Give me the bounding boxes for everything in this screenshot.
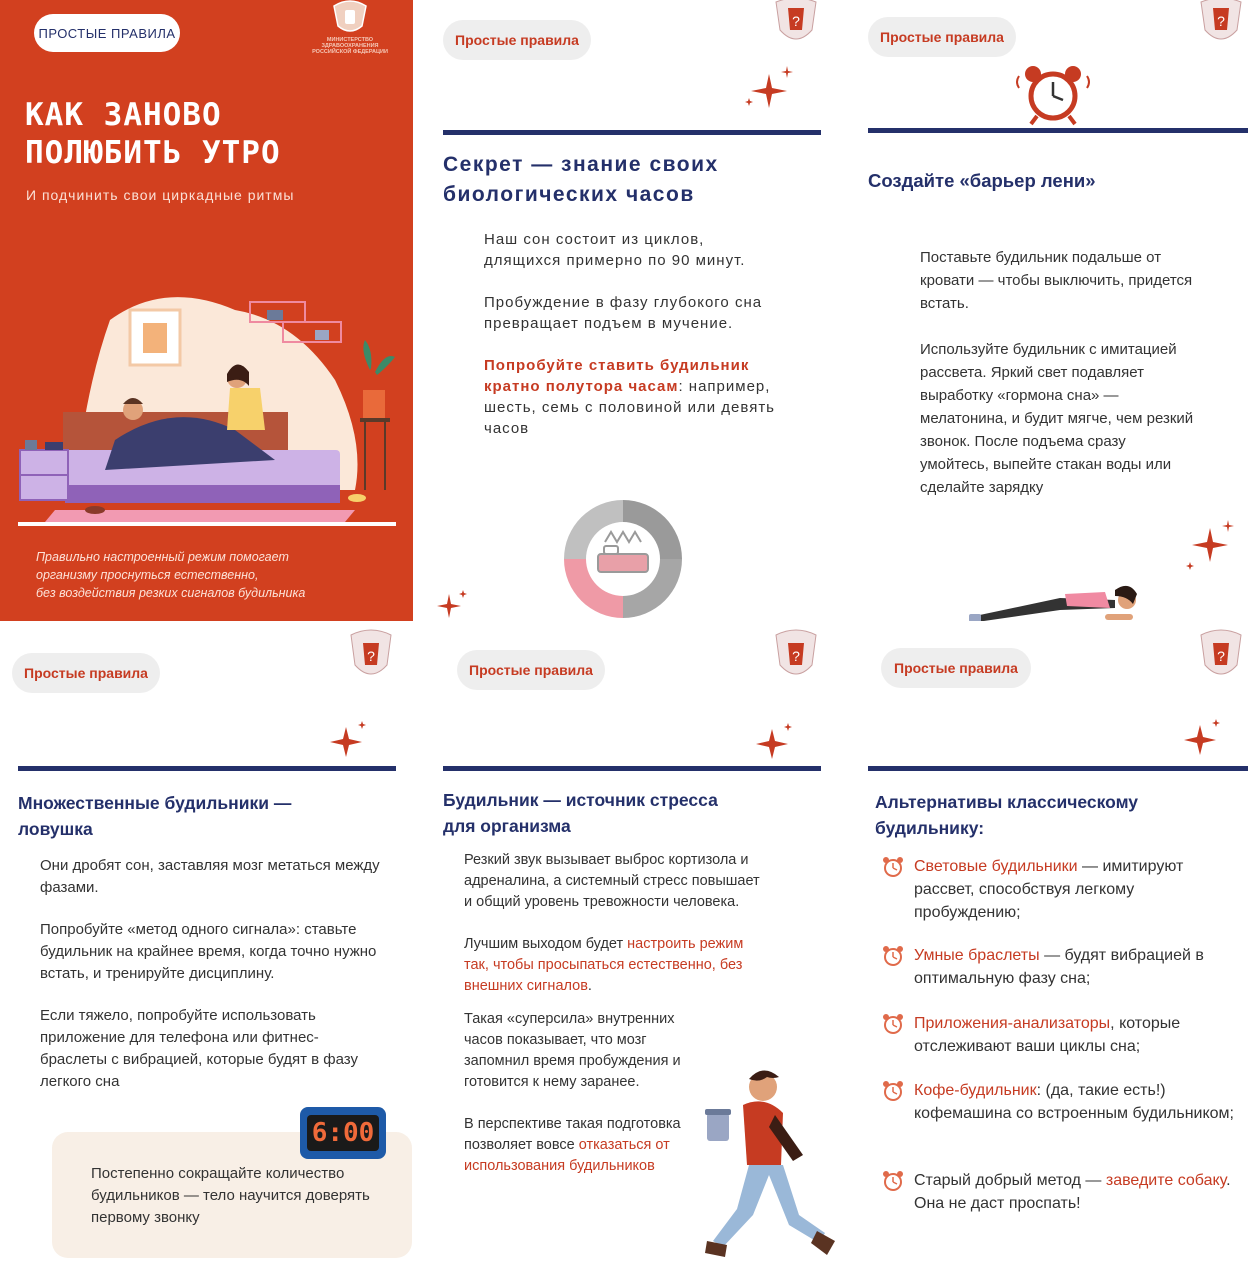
paragraph: Поставьте будильник подальше от кровати — чтобы выключить, придется встать. <box>920 249 1193 312</box>
paragraph-text: Лучшим выходом будет <box>464 936 628 952</box>
ministry-name <box>300 37 400 55</box>
cover-footer-line: организму проснуться естественно, <box>36 568 259 582</box>
section-body <box>920 246 1195 520</box>
bedroom-illustration <box>15 290 400 530</box>
alternative-desc: , которые отслеживают ваши циклы сна; <box>914 1015 1181 1055</box>
section-body <box>40 855 380 1114</box>
paragraph: Попробуйте «метод одного сигнала»: ставьте будильник на крайнее время, когда точно нужно встать, и тренируйте дисциплину. <box>40 921 377 982</box>
section-title <box>443 787 718 839</box>
ministry-line: ЗДРАВООХРАНЕНИЯ <box>321 43 379 49</box>
clock-time: 6:00 <box>311 1118 375 1148</box>
section-title-line: Множественные будильники — <box>18 793 292 813</box>
alternative-desc: . Она не даст проспать! <box>914 1172 1231 1212</box>
alternative-item <box>914 944 1234 990</box>
sparkle-icon <box>1178 717 1224 759</box>
ministry-line: РОССИЙСКОЙ ФЕДЕРАЦИИ <box>312 49 388 55</box>
paragraph-rest: : например, шесть, семь с половиной или девять часов <box>484 378 775 437</box>
sleep-cycle-icon <box>560 496 686 621</box>
svg-text:?: ? <box>1217 648 1225 664</box>
ministry-line: МИНИСТЕРСТВО <box>326 37 374 43</box>
alternative-name: Умные браслеты <box>914 947 1040 964</box>
rules-badge <box>12 653 160 693</box>
card-cover <box>0 0 413 621</box>
ministry-emblem-icon <box>768 629 824 685</box>
alarm-clock-icon <box>1015 58 1093 128</box>
rules-badge-label: Простые правила <box>894 660 1018 676</box>
cover-footer-line: Правильно настроенный режим помогает <box>36 550 289 564</box>
paragraph: Резкий звук вызывает выброс кортизола и адреналина, а системный стресс повышает и общий уровень тревожности человека. <box>464 852 760 910</box>
paragraph: Если тяжело, попробуйте использовать приложение для телефона или фитнес-браслеты с вибрацией, которые будят в фазу легкого сна <box>40 1007 358 1090</box>
alternative-name: Приложения-анализаторы <box>914 1015 1111 1032</box>
alternative-prefix: Старый добрый метод — <box>914 1172 1106 1189</box>
alternative-desc: : (да, такие есть!) кофемашина со встроенным будильником; <box>914 1082 1234 1122</box>
paragraph-text: В перспективе такая подготовка позволяет вовсе <box>464 1116 681 1153</box>
alarm-clock-icon <box>880 1012 906 1036</box>
svg-text:?: ? <box>792 13 800 29</box>
alternative-item <box>914 1012 1234 1058</box>
cover-title-line: КАК ЗАНОВО <box>25 97 222 133</box>
ministry-emblem-icon <box>343 629 399 685</box>
section-title: Создайте «барьер лени» <box>868 170 1096 191</box>
alarm-clock-icon <box>880 1169 906 1193</box>
section-rule <box>443 766 821 771</box>
ministry-emblem-icon <box>330 0 370 36</box>
paragraph: Такая «суперсила» внутренних часов показывает, что мозг запомнил время пробуждения и готовится к нему заранее. <box>464 1011 681 1090</box>
alarm-clock-icon <box>880 1079 906 1103</box>
paragraph <box>464 934 769 997</box>
alternative-item <box>914 855 1234 924</box>
ministry-emblem-icon <box>1193 0 1249 46</box>
digital-clock <box>300 1107 386 1159</box>
section-rule <box>868 128 1248 133</box>
alarm-clock-icon <box>880 855 906 879</box>
sparkle-icon <box>429 588 469 621</box>
section-title-line: Секрет — знание своих <box>443 153 719 176</box>
svg-text:?: ? <box>792 648 800 664</box>
alternative-name: Кофе-будильник <box>914 1082 1037 1099</box>
sparkle-icon <box>750 721 796 763</box>
card-alarm-stress <box>425 625 835 1271</box>
alternative-item <box>914 1169 1234 1215</box>
running-person-illustration <box>703 1065 835 1265</box>
svg-text:?: ? <box>1217 13 1225 29</box>
cover-footer-line: без воздействия резких сигналов будильника <box>36 586 306 600</box>
card-multiple-alarms <box>0 625 413 1271</box>
ministry-emblem-icon <box>1193 629 1249 685</box>
rules-badge-label: Простые правила <box>469 662 593 678</box>
section-rule <box>868 766 1248 771</box>
cover-badge-label: ПРОСТЫЕ ПРАВИЛА <box>38 25 176 41</box>
alternative-desc: — имитируют рассвет, способствуя легкому пробуждению; <box>914 858 1184 921</box>
paragraph <box>484 355 784 439</box>
section-title-line: Альтернативы классическому <box>875 792 1139 812</box>
cover-divider <box>18 522 396 526</box>
paragraph: Они дробят сон, заставляя мозг метаться между фазами. <box>40 857 380 896</box>
card-laziness-barrier <box>850 0 1260 621</box>
alarm-clock-icon <box>880 944 906 968</box>
cover-badge <box>34 14 180 52</box>
section-title-line: будильнику: <box>875 818 985 838</box>
svg-text:?: ? <box>367 648 375 664</box>
highlight-text: отказаться от использования будильников <box>464 1137 670 1174</box>
cover-footer <box>36 548 305 602</box>
rules-badge <box>443 20 591 60</box>
highlight-text: настроить режим так, чтобы просыпаться естественно, без внешних сигналов <box>464 936 744 994</box>
cover-title-line: ПОЛЮБИТЬ УТРО <box>25 135 281 171</box>
alternative-item <box>914 1079 1234 1125</box>
paragraph: Наш сон состоит из циклов, длящихся примерно по 90 минут. <box>484 231 746 269</box>
card-biological-clock <box>425 0 835 621</box>
sparkle-icon <box>1184 518 1238 570</box>
alternative-desc: — будят вибрацией в оптимальную фазу сна; <box>914 947 1204 987</box>
section-body <box>484 229 784 460</box>
paragraph-text: . <box>587 978 592 994</box>
section-title-line: биологических часов <box>443 183 695 206</box>
section-title <box>875 789 1138 841</box>
section-rule <box>443 130 821 135</box>
section-title-line: для организма <box>443 816 571 836</box>
plank-exercise-illustration <box>965 570 1145 621</box>
ministry-emblem-icon <box>768 0 824 46</box>
tip-text: Постепенно сокращайте количество будильников — тело научится доверять первому звонку <box>91 1165 370 1226</box>
alternative-name: Световые будильники <box>914 858 1078 875</box>
cover-subtitle: И подчинить свои циркадные ритмы <box>26 187 295 203</box>
section-title-line: Будильник — источник стресса <box>443 790 718 810</box>
rules-badge <box>868 17 1016 57</box>
section-title-line: ловушка <box>18 819 93 839</box>
section-title <box>443 150 719 210</box>
sparkle-icon <box>324 719 370 761</box>
alternative-name: заведите собаку <box>1105 1172 1227 1189</box>
cover-title <box>25 96 281 172</box>
rules-badge <box>881 648 1031 688</box>
paragraph: Пробуждение в фазу глубокого сна превращает подъем в мучение. <box>484 294 763 332</box>
sparkle-icon <box>743 64 797 114</box>
paragraph <box>464 1114 704 1177</box>
card-alternatives <box>850 625 1260 1271</box>
highlight-text: Попробуйте ставить будильник кратно полутора часам <box>484 357 750 395</box>
paragraph: Используйте будильник с имитацией рассвета. Яркий свет подавляет выработку «гормона сна» — мелатонина, и будит мягче, чем резкий звонок. После подъема сразу умойтесь, выпейте стакан воды или сделайте зарядку <box>920 341 1194 496</box>
rules-badge-label: Простые правила <box>880 29 1004 45</box>
rules-badge-label: Простые правила <box>24 665 148 681</box>
section-rule <box>18 766 396 771</box>
rules-badge-label: Простые правила <box>455 32 579 48</box>
rules-badge <box>457 650 605 690</box>
section-title <box>18 790 291 842</box>
